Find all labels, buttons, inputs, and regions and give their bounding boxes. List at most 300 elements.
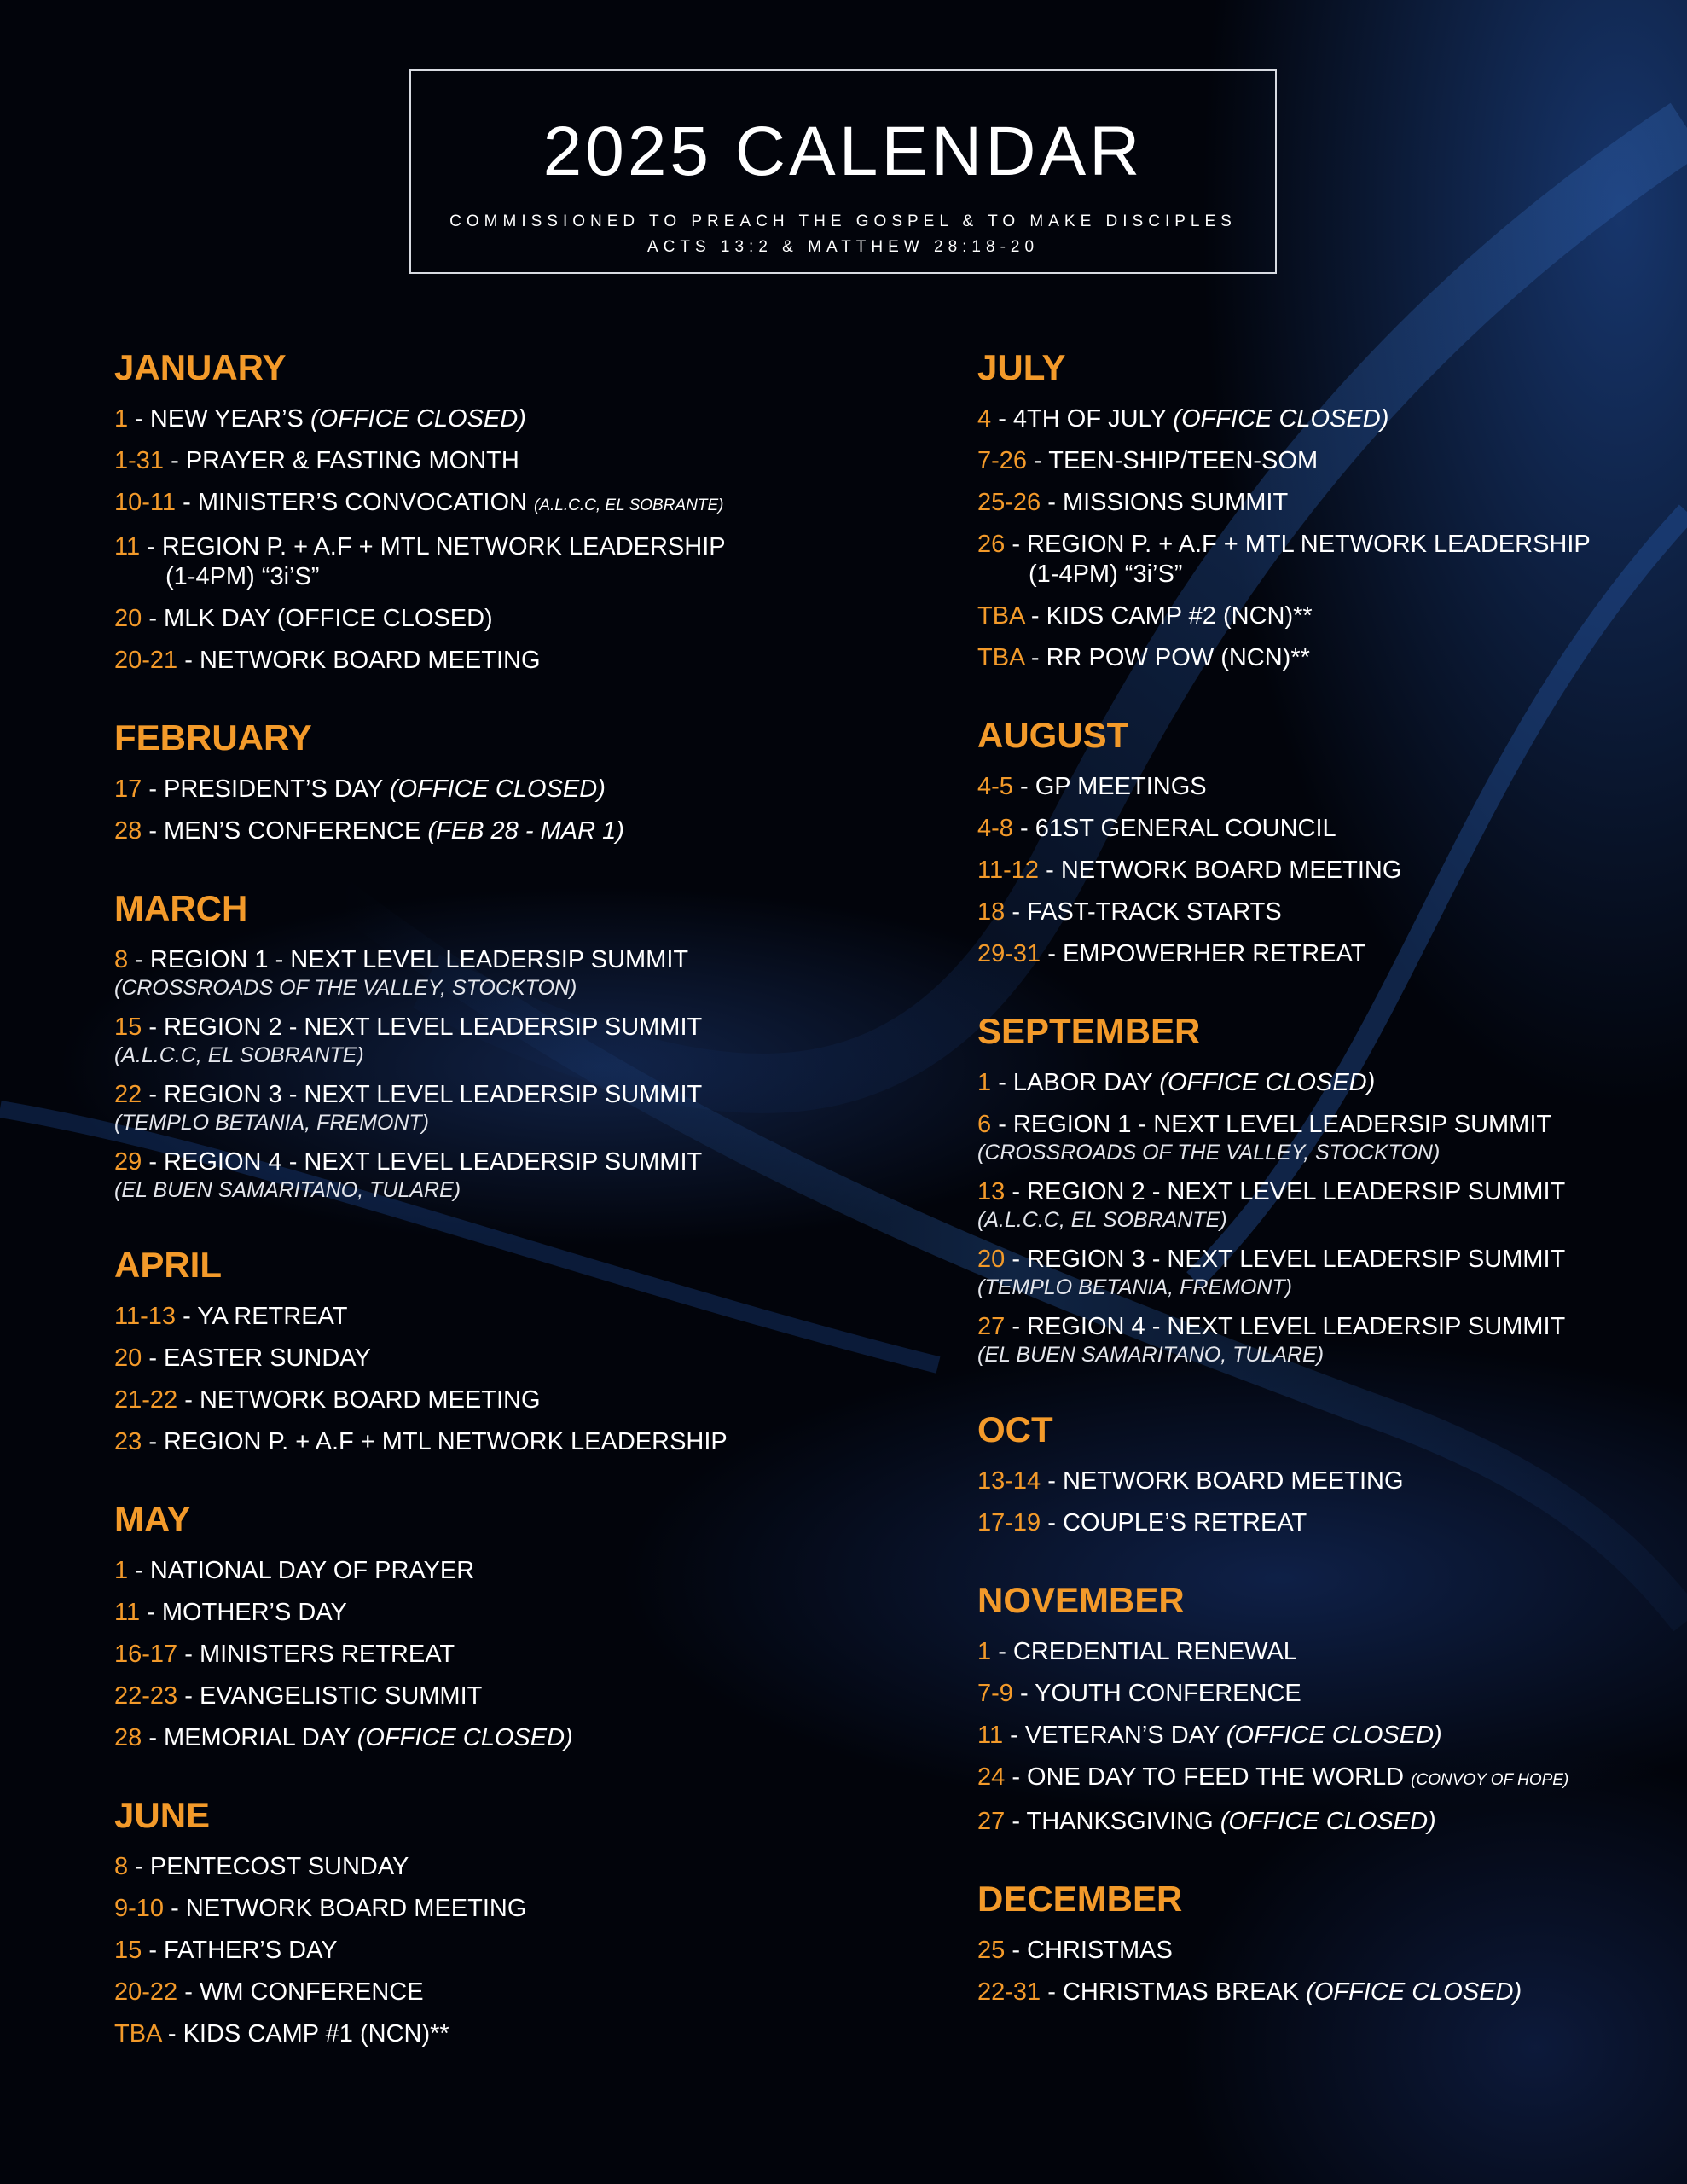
event-item <box>977 1807 1677 1837</box>
month-heading-september: SEPTEMBER <box>977 1011 1201 1051</box>
event-separator: - <box>128 1557 150 1584</box>
event-line <box>977 1763 1677 1795</box>
event-separator: - <box>1005 1178 1028 1205</box>
event-title: REGION 1 - NEXT LEVEL LEADERSIP SUMMIT <box>1012 1111 1552 1138</box>
event-line <box>114 604 882 634</box>
event-separator: - <box>1012 1680 1035 1707</box>
event-separator: - <box>1012 815 1035 842</box>
event-item <box>114 1147 882 1203</box>
event-item <box>114 945 882 1001</box>
event-date: 11 <box>114 1599 141 1626</box>
event-line <box>977 1637 1677 1667</box>
event-separator: - <box>991 405 1013 433</box>
event-item <box>114 604 882 634</box>
event-line <box>977 939 1677 969</box>
event-title: REGION 3 - NEXT LEVEL LEADERSIP SUMMIT <box>164 1081 703 1108</box>
event-line <box>114 1302 882 1332</box>
event-item <box>977 1312 1677 1368</box>
event-separator: - <box>142 775 165 803</box>
month-section-june <box>114 1795 882 2049</box>
event-separator: - <box>142 1081 165 1108</box>
event-separator: - <box>164 1895 186 1922</box>
event-line <box>977 897 1677 927</box>
event-date: 13-14 <box>977 1467 1041 1495</box>
event-date: 16-17 <box>114 1641 178 1668</box>
event-date: 7-9 <box>977 1680 1013 1707</box>
event-item <box>977 1936 1677 1966</box>
event-title: REGION 2 - NEXT LEVEL LEADERSIP SUMMIT <box>164 1014 703 1041</box>
event-title: ONE DAY TO FEED THE WORLD <box>1027 1763 1405 1791</box>
event-separator: - <box>1005 1246 1028 1273</box>
event-line <box>977 1068 1677 1098</box>
event-line <box>977 1807 1677 1837</box>
event-list <box>114 775 882 846</box>
event-title: REGION P. + A.F + MTL NETWORK LEADERSHIP <box>1027 531 1591 558</box>
event-line <box>977 1936 1677 1966</box>
event-item <box>114 1936 882 1966</box>
event-title: MLK DAY (OFFICE CLOSED) <box>164 605 493 632</box>
event-line <box>114 488 882 520</box>
event-item <box>114 532 882 592</box>
event-item <box>114 488 882 520</box>
event-line <box>977 643 1677 673</box>
event-item <box>977 1110 1677 1165</box>
event-item <box>114 1013 882 1068</box>
event-title: NETWORK BOARD MEETING <box>185 1895 527 1922</box>
event-line <box>977 1177 1677 1207</box>
event-separator: - <box>128 946 150 973</box>
event-line <box>114 1640 882 1670</box>
event-date: 22-31 <box>977 1978 1041 2006</box>
event-date: 13 <box>977 1178 1006 1205</box>
event-item <box>114 1894 882 1924</box>
event-title: 61ST GENERAL COUNCIL <box>1035 815 1336 842</box>
event-item <box>114 446 882 476</box>
event-line <box>114 646 882 676</box>
event-note: (OFFICE CLOSED) <box>1226 1722 1442 1749</box>
event-item <box>977 1637 1677 1667</box>
event-date: 1 <box>114 1557 129 1584</box>
event-date: 20 <box>114 1345 142 1372</box>
event-date: 25 <box>977 1937 1006 1964</box>
event-line <box>114 775 882 804</box>
event-title: PRESIDENT’S DAY <box>164 775 383 803</box>
event-list <box>977 1637 1677 1837</box>
event-line <box>114 1852 882 1882</box>
event-separator: - <box>1023 644 1046 671</box>
event-line <box>114 1147 882 1177</box>
event-separator: - <box>140 1599 162 1626</box>
page-title: 2025 CALENDAR <box>542 113 1144 190</box>
event-separator: - <box>142 605 165 632</box>
event-line <box>977 1245 1677 1275</box>
event-venue: (CROSSROADS OF THE VALLEY, STOCKTON) <box>977 1141 1441 1165</box>
event-separator: - <box>1005 531 1028 558</box>
event-date: TBA <box>977 602 1024 630</box>
event-line <box>977 1467 1677 1496</box>
event-line <box>114 1080 882 1110</box>
event-line <box>114 1682 882 1711</box>
event-item <box>114 1080 882 1136</box>
event-item <box>977 601 1677 631</box>
event-separator: - <box>177 1978 200 2006</box>
event-separator: - <box>1041 1978 1063 2006</box>
event-line <box>114 1385 882 1415</box>
event-line <box>114 2019 882 2049</box>
event-title: REGION 4 - NEXT LEVEL LEADERSIP SUMMIT <box>164 1148 703 1176</box>
event-separator: - <box>177 1641 200 1668</box>
event-separator: - <box>164 447 186 474</box>
event-list <box>114 1302 882 1457</box>
event-title: WM CONFERENCE <box>199 1978 424 2006</box>
event-title: NETWORK BOARD MEETING <box>1060 857 1402 884</box>
event-title: PENTECOST SUNDAY <box>149 1853 409 1880</box>
event-date: 15 <box>114 1937 142 1964</box>
event-date: 20-22 <box>114 1978 178 2006</box>
month-heading-july: JULY <box>977 347 1066 387</box>
event-item <box>114 1598 882 1628</box>
event-title: NEW YEAR’S <box>149 405 304 433</box>
event-line <box>114 1556 882 1586</box>
event-item <box>114 1427 882 1457</box>
event-date: TBA <box>977 644 1024 671</box>
event-separator: - <box>1005 898 1028 926</box>
event-venue: (EL BUEN SAMARITANO, TULARE) <box>977 1343 1325 1367</box>
event-title: EVANGELISTIC SUMMIT <box>199 1682 483 1710</box>
month-heading-december: DECEMBER <box>977 1879 1183 1919</box>
event-item <box>977 772 1677 802</box>
event-item <box>977 856 1677 886</box>
event-item <box>977 1508 1677 1538</box>
event-title: YOUTH CONFERENCE <box>1035 1680 1301 1707</box>
event-line <box>977 772 1677 802</box>
event-separator: - <box>177 1386 200 1414</box>
event-separator: - <box>1041 489 1063 516</box>
event-date: 1 <box>977 1638 992 1665</box>
event-title: NETWORK BOARD MEETING <box>199 647 541 674</box>
event-line <box>977 1721 1677 1751</box>
event-item <box>114 1640 882 1670</box>
event-date: 4 <box>977 405 992 433</box>
event-line <box>977 1508 1677 1538</box>
event-date: 28 <box>114 1724 142 1751</box>
event-separator: - <box>1027 447 1049 474</box>
event-list <box>977 772 1677 969</box>
month-heading-april: APRIL <box>114 1245 222 1285</box>
event-item <box>977 1245 1677 1300</box>
event-title: KIDS CAMP #2 (NCN)** <box>1046 602 1313 630</box>
event-line <box>114 532 882 562</box>
event-date: 20 <box>977 1246 1006 1273</box>
event-separator: - <box>177 1682 200 1710</box>
event-date: 21-22 <box>114 1386 178 1414</box>
event-line <box>977 601 1677 631</box>
event-note: (OFFICE CLOSED) <box>1306 1978 1522 2006</box>
event-line <box>114 1978 882 2007</box>
event-line <box>114 1936 882 1966</box>
event-title: MISSIONS SUMMIT <box>1062 489 1289 516</box>
event-line <box>977 1978 1677 2007</box>
event-separator: - <box>1005 1808 1027 1835</box>
event-list <box>977 404 1677 673</box>
event-item <box>977 1721 1677 1751</box>
event-item <box>114 1978 882 2007</box>
header-box <box>409 69 1277 274</box>
month-section-december <box>977 1881 1677 2007</box>
event-date: 4-8 <box>977 815 1013 842</box>
event-separator: - <box>1003 1722 1025 1749</box>
event-venue: (TEMPLO BETANIA, FREMONT) <box>977 1275 1292 1299</box>
event-item <box>114 404 882 434</box>
event-line <box>977 446 1677 476</box>
event-date: 4-5 <box>977 773 1013 800</box>
event-item <box>977 1978 1677 2007</box>
month-section-july <box>977 347 1677 673</box>
event-item <box>114 1723 882 1753</box>
event-separator: - <box>142 1148 165 1176</box>
month-heading-january: JANUARY <box>114 347 287 387</box>
event-separator: - <box>128 1853 150 1880</box>
event-date: 11-13 <box>114 1303 177 1330</box>
event-title: CREDENTIAL RENEWAL <box>1012 1638 1297 1665</box>
event-date: 11 <box>977 1722 1004 1749</box>
event-item <box>977 446 1677 476</box>
event-date: 29 <box>114 1148 142 1176</box>
right-column <box>977 347 1677 2052</box>
event-separator: - <box>142 1724 165 1751</box>
event-date: 23 <box>114 1428 142 1455</box>
event-note: (OFFICE CLOSED) <box>1159 1069 1376 1096</box>
event-separator: - <box>176 1303 198 1330</box>
event-title: MEN’S CONFERENCE <box>164 817 421 845</box>
event-item <box>977 1068 1677 1098</box>
event-venue: (A.L.C.C, EL SOBRANTE) <box>977 1208 1227 1232</box>
event-date: 1 <box>977 1069 992 1096</box>
event-item <box>114 646 882 676</box>
event-note: (A.L.C.C, EL SOBRANTE) <box>534 497 724 514</box>
event-line <box>114 945 882 975</box>
event-note: (CONVOY OF HOPE) <box>1411 1771 1569 1789</box>
month-section-may <box>114 1499 882 1753</box>
event-title: MINISTER’S CONVOCATION <box>197 489 527 516</box>
event-title: VETERAN’S DAY <box>1024 1722 1220 1749</box>
event-list <box>114 945 882 1203</box>
event-date: 18 <box>977 898 1006 926</box>
month-heading-may: MAY <box>114 1499 191 1539</box>
event-note: (OFFICE CLOSED) <box>389 775 606 803</box>
event-title: FAST-TRACK STARTS <box>1027 898 1282 926</box>
event-separator: - <box>142 1937 165 1964</box>
event-list <box>114 404 882 676</box>
event-separator: - <box>1005 1313 1028 1340</box>
event-item <box>114 1852 882 1882</box>
event-item <box>114 1302 882 1332</box>
event-date: 7-26 <box>977 447 1028 474</box>
subtitle <box>411 209 1275 261</box>
event-title: REGION P. + A.F + MTL NETWORK LEADERSHIP <box>161 533 726 561</box>
event-note: (OFFICE CLOSED) <box>357 1724 573 1751</box>
event-title: NETWORK BOARD MEETING <box>1062 1467 1404 1495</box>
event-date: 22-23 <box>114 1682 178 1710</box>
event-title: PRAYER & FASTING MONTH <box>185 447 519 474</box>
event-note: (OFFICE CLOSED) <box>1220 1808 1436 1835</box>
event-date: 27 <box>977 1808 1006 1835</box>
event-line <box>114 1598 882 1628</box>
event-title: TEEN-SHIP/TEEN-SOM <box>1048 447 1319 474</box>
event-separator: - <box>142 1428 165 1455</box>
event-separator: - <box>1005 1763 1028 1791</box>
event-item <box>114 1385 882 1415</box>
month-section-november <box>977 1580 1677 1837</box>
event-list <box>977 1936 1677 2007</box>
event-separator: - <box>1041 1509 1063 1536</box>
event-list <box>977 1068 1677 1368</box>
subtitle-line-2: ACTS 13:2 & MATTHEW 28:18-20 <box>646 238 1040 257</box>
month-section-february <box>114 717 882 846</box>
event-date: 20-21 <box>114 647 178 674</box>
event-title: REGION 1 - NEXT LEVEL LEADERSIP SUMMIT <box>149 946 689 973</box>
event-title: KIDS CAMP #1 (NCN)** <box>183 2020 449 2048</box>
event-separator: - <box>177 647 200 674</box>
event-date: 8 <box>114 946 129 973</box>
event-date: 11-12 <box>977 857 1040 884</box>
event-line <box>114 1427 882 1457</box>
event-item <box>977 939 1677 969</box>
event-separator: - <box>1005 1937 1028 1964</box>
event-date: 11 <box>114 533 141 561</box>
event-list <box>114 1556 882 1753</box>
event-continuation: (1-4PM) “3i’S” <box>1029 561 1183 588</box>
event-date: 9-10 <box>114 1895 165 1922</box>
event-line <box>114 446 882 476</box>
event-item <box>977 1679 1677 1709</box>
event-note: (OFFICE CLOSED) <box>1173 405 1389 433</box>
event-line <box>114 1723 882 1753</box>
event-title: REGION P. + A.F + MTL NETWORK LEADERSHIP <box>164 1428 728 1455</box>
event-separator: - <box>142 817 165 845</box>
event-item <box>114 1344 882 1374</box>
event-title: REGION 3 - NEXT LEVEL LEADERSIP SUMMIT <box>1027 1246 1566 1273</box>
event-line <box>977 530 1677 560</box>
event-date: 1-31 <box>114 447 165 474</box>
event-separator: - <box>160 2020 183 2048</box>
event-title: NATIONAL DAY OF PRAYER <box>149 1557 475 1584</box>
event-note: (FEB 28 - MAR 1) <box>427 817 624 845</box>
event-title: MINISTERS RETREAT <box>199 1641 455 1668</box>
event-title: CHRISTMAS BREAK <box>1062 1978 1300 2006</box>
event-venue: (A.L.C.C, EL SOBRANTE) <box>114 1043 364 1067</box>
event-title: REGION 4 - NEXT LEVEL LEADERSIP SUMMIT <box>1027 1313 1566 1340</box>
event-date: 10-11 <box>114 489 177 516</box>
event-line <box>114 1344 882 1374</box>
event-list <box>114 1852 882 2049</box>
event-title: REGION 2 - NEXT LEVEL LEADERSIP SUMMIT <box>1027 1178 1566 1205</box>
event-title: YA RETREAT <box>197 1303 348 1330</box>
event-date: 25-26 <box>977 489 1041 516</box>
event-date: 26 <box>977 531 1006 558</box>
event-line <box>114 816 882 846</box>
month-heading-march: MARCH <box>114 888 248 928</box>
month-section-august <box>977 717 1677 969</box>
month-heading-oct: OCT <box>977 1409 1053 1449</box>
month-heading-november: NOVEMBER <box>977 1580 1185 1620</box>
month-section-september <box>977 1011 1677 1368</box>
month-heading-february: FEBRUARY <box>114 717 312 758</box>
month-heading-august: AUGUST <box>977 715 1129 755</box>
event-title: EASTER SUNDAY <box>164 1345 371 1372</box>
event-title: THANKSGIVING <box>1026 1808 1214 1835</box>
event-date: 6 <box>977 1111 992 1138</box>
event-separator: - <box>991 1069 1013 1096</box>
event-item <box>114 1556 882 1586</box>
event-title: GP MEETINGS <box>1035 773 1207 800</box>
event-venue: (EL BUEN SAMARITANO, TULARE) <box>114 1178 461 1202</box>
event-item <box>977 530 1677 590</box>
event-line <box>114 404 882 434</box>
subtitle-line-1: COMMISSIONED TO PREACH THE GOSPEL & TO MAKE DISCIPLES <box>449 212 1237 230</box>
event-date: 8 <box>114 1853 129 1880</box>
event-title: LABOR DAY <box>1012 1069 1153 1096</box>
event-separator: - <box>176 489 198 516</box>
event-line <box>977 1312 1677 1342</box>
event-item <box>977 488 1677 518</box>
event-venue: (TEMPLO BETANIA, FREMONT) <box>114 1111 429 1135</box>
event-list <box>977 1467 1677 1538</box>
event-title: 4TH OF JULY <box>1012 405 1167 433</box>
event-item <box>977 404 1677 434</box>
event-continuation: (1-4PM) “3i’S” <box>165 563 320 590</box>
event-separator: - <box>142 1345 165 1372</box>
event-item <box>114 775 882 804</box>
event-line <box>977 1679 1677 1709</box>
event-title: COUPLE’S RETREAT <box>1062 1509 1307 1536</box>
event-title: RR POW POW (NCN)** <box>1046 644 1310 671</box>
event-separator: - <box>1041 1467 1063 1495</box>
event-title: NETWORK BOARD MEETING <box>199 1386 541 1414</box>
event-separator: - <box>991 1111 1013 1138</box>
month-section-oct <box>977 1409 1677 1538</box>
event-item <box>977 1467 1677 1496</box>
event-title: CHRISTMAS <box>1027 1937 1173 1964</box>
event-title: MOTHER’S DAY <box>161 1599 347 1626</box>
event-date: 24 <box>977 1763 1006 1791</box>
event-date: 17-19 <box>977 1509 1041 1536</box>
event-line <box>977 488 1677 518</box>
event-separator: - <box>1039 857 1061 884</box>
event-note: (OFFICE CLOSED) <box>310 405 526 433</box>
event-item <box>977 1177 1677 1233</box>
event-title: EMPOWERHER RETREAT <box>1062 940 1366 967</box>
event-separator: - <box>1012 773 1035 800</box>
month-heading-june: JUNE <box>114 1795 211 1835</box>
event-separator: - <box>140 533 162 561</box>
event-title: MEMORIAL DAY <box>164 1724 351 1751</box>
event-line <box>977 814 1677 844</box>
event-date: 17 <box>114 775 142 803</box>
event-date: 15 <box>114 1014 142 1041</box>
event-item <box>114 1682 882 1711</box>
event-separator: - <box>991 1638 1013 1665</box>
event-line <box>977 856 1677 886</box>
event-date: TBA <box>114 2020 161 2048</box>
event-separator: - <box>1023 602 1046 630</box>
month-section-january <box>114 347 882 676</box>
event-item <box>114 2019 882 2049</box>
event-item <box>977 643 1677 673</box>
left-column <box>114 347 882 2094</box>
event-date: 1 <box>114 405 129 433</box>
event-venue: (CROSSROADS OF THE VALLEY, STOCKTON) <box>114 976 577 1000</box>
